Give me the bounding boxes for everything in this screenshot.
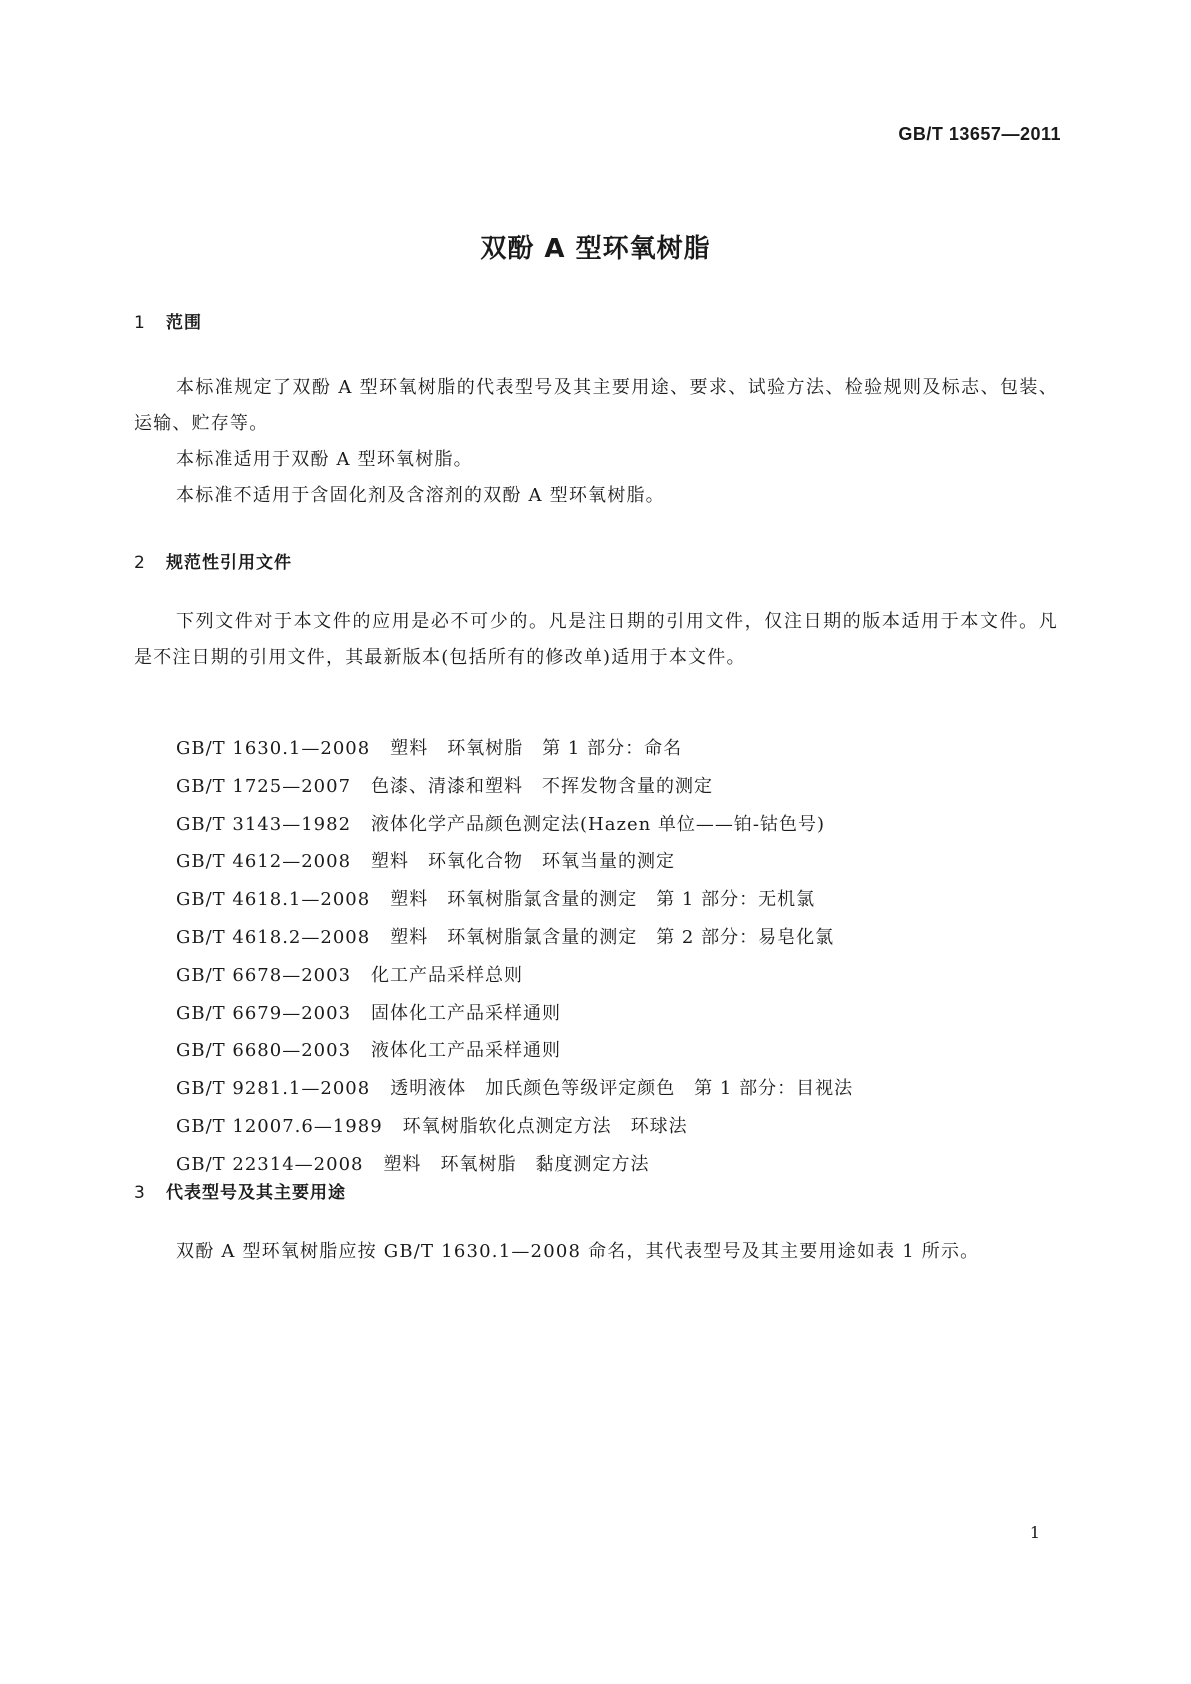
section-2-heading	[134, 548, 292, 573]
reference-item	[176, 1108, 853, 1146]
reference-code: GB/T 6678—2003	[176, 964, 352, 986]
reference-code: GB/T 1630.1—2008	[176, 738, 371, 759]
section-number: 1	[134, 313, 146, 333]
reference-item	[176, 919, 853, 957]
reference-title: 塑料 环氧树脂 第 1 部分：命名	[390, 738, 683, 759]
reference-title: 塑料 环氧化合物 环氧当量的测定	[371, 851, 676, 873]
reference-code: GB/T 4618.2—2008	[176, 926, 371, 948]
paragraph: 本标准不适用于含固化剂及含溶剂的双酚 A 型环氧树脂。	[176, 485, 665, 506]
reference-title: 塑料 环氧树脂氯含量的测定 第 1 部分：无机氯	[390, 889, 816, 911]
reference-item	[176, 1032, 853, 1070]
reference-item	[176, 881, 853, 919]
reference-title: 色漆、清漆和塑料 不挥发物含量的测定	[371, 775, 714, 797]
section-title: 范围	[166, 313, 202, 333]
normative-references-list	[176, 730, 853, 1184]
document-title: 双酚 A 型环氧树脂	[480, 234, 711, 264]
paragraph: 本标准适用于双酚 A 型环氧树脂。	[176, 449, 473, 470]
section-3-heading	[134, 1178, 346, 1203]
reference-item	[176, 957, 853, 995]
reference-title: 化工产品采样总则	[371, 964, 524, 986]
page-number: 1	[1029, 1523, 1040, 1542]
reference-title: 环氧树脂软化点测定方法 环球法	[402, 1115, 688, 1137]
reference-code: GB/T 9281.1—2008	[176, 1078, 371, 1100]
section-number: 3	[134, 1183, 146, 1203]
reference-title: 液体化工产品采样通则	[371, 1040, 562, 1062]
reference-item	[176, 995, 853, 1033]
reference-code: GB/T 6680—2003	[176, 1040, 352, 1062]
reference-item	[176, 843, 853, 881]
reference-code: GB/T 22314—2008	[176, 1153, 364, 1175]
reference-title: 固体化工产品采样通则	[371, 1002, 562, 1024]
reference-code: GB/T 4618.1—2008	[176, 889, 371, 911]
section-1-heading	[134, 308, 202, 333]
reference-title: 透明液体 加氏颜色等级评定颜色 第 1 部分：目视法	[390, 1078, 854, 1100]
section-title: 代表型号及其主要用途	[166, 1183, 346, 1203]
reference-code: GB/T 6679—2003	[176, 1002, 352, 1024]
reference-code: GB/T 1725—2007	[176, 775, 352, 797]
reference-code: GB/T 3143—1982	[176, 813, 352, 835]
reference-title: 塑料 环氧树脂氯含量的测定 第 2 部分：易皂化氯	[390, 926, 835, 948]
reference-item	[176, 1070, 853, 1108]
section-title: 规范性引用文件	[166, 553, 292, 573]
paragraph: 本标准规定了双酚 A 型环氧树脂的代表型号及其主要用途、要求、试验方法、检验规则及标志、包装、运输、贮存等。	[134, 377, 1058, 434]
reference-item	[176, 730, 853, 768]
reference-item	[176, 806, 853, 844]
paragraph: 下列文件对于本文件的应用是必不可少的。凡是注日期的引用文件，仅注日期的版本适用于本文件。凡是不注日期的引用文件，其最新版本(包括所有的修改单)适用于本文件。	[134, 611, 1058, 668]
section-number: 2	[134, 553, 146, 573]
reference-title: 塑料 环氧树脂 黏度测定方法	[383, 1153, 650, 1175]
paragraph: 双酚 A 型环氧树脂应按 GB/T 1630.1—2008 命名，其代表型号及其主要用途如表 1 所示。	[176, 1241, 980, 1262]
reference-code: GB/T 12007.6—1989	[176, 1115, 383, 1137]
reference-code: GB/T 4612—2008	[176, 851, 352, 873]
reference-item	[176, 768, 853, 806]
standard-code: GB/T 13657—2011	[898, 124, 1061, 144]
reference-title: 液体化学产品颜色测定法(Hazen 单位——铂-钴色号)	[371, 813, 826, 835]
